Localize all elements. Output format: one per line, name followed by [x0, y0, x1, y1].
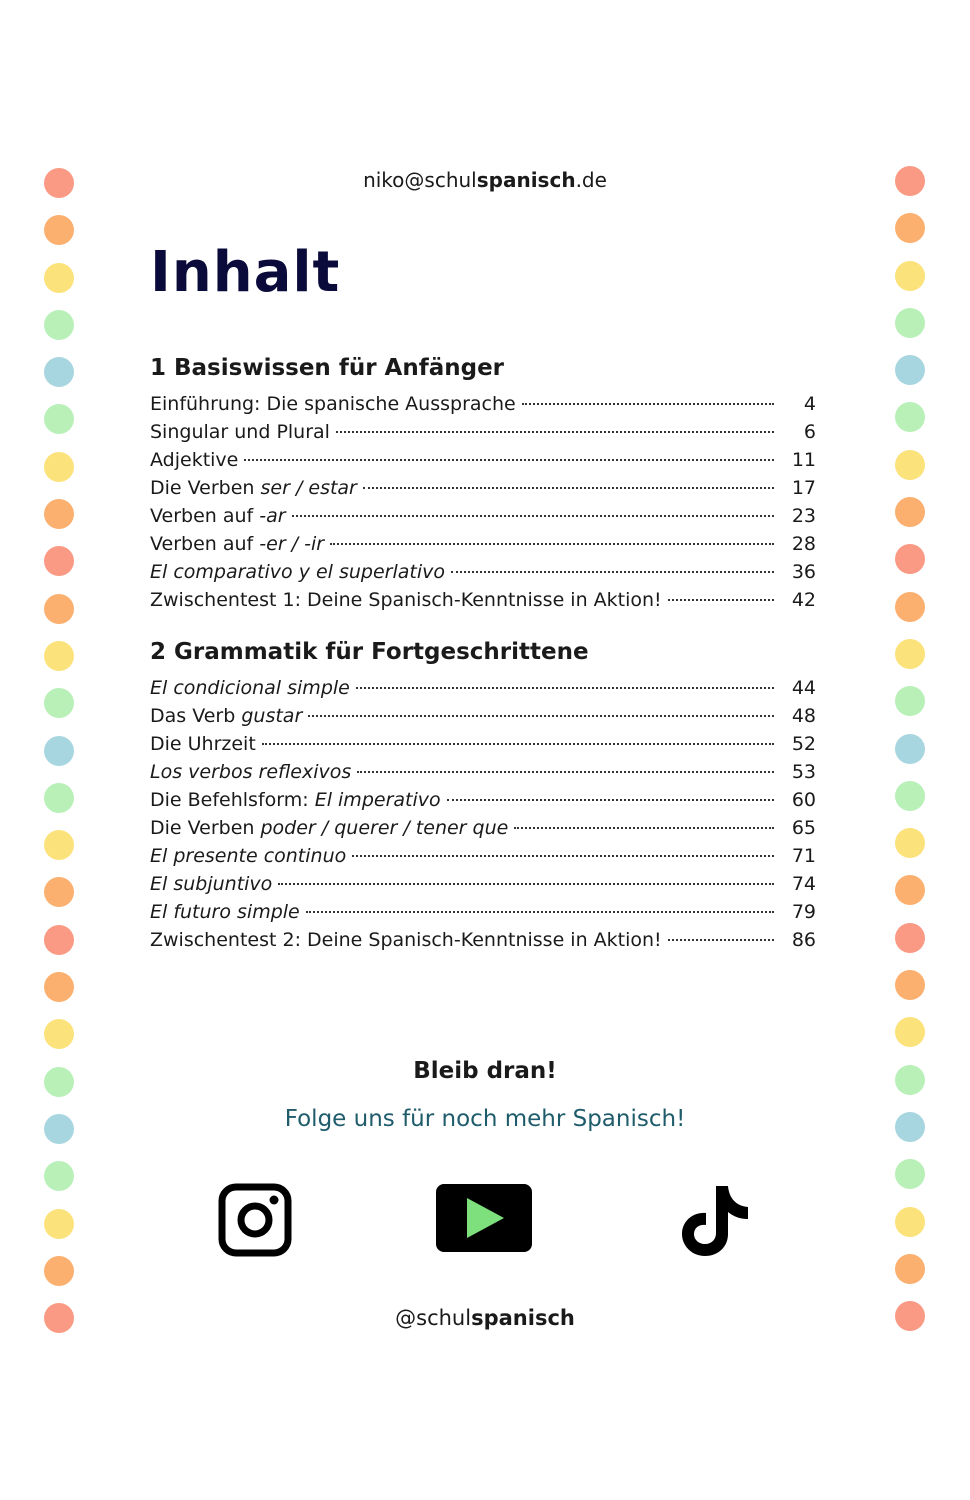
- toc-page-number: 36: [791, 561, 816, 583]
- decorative-dot: [895, 450, 925, 480]
- toc-entry-title: Die Befehlsform: El imperativo: [150, 789, 441, 811]
- toc-page-number: 71: [791, 845, 816, 867]
- dot-leader: [292, 514, 774, 517]
- social-handle[interactable]: @schulspanisch: [395, 1306, 575, 1330]
- toc-entry[interactable]: [150, 558, 816, 586]
- decorative-dot: [44, 1019, 74, 1049]
- decorative-dot: [44, 641, 74, 671]
- decorative-dot: [44, 736, 74, 766]
- instagram-icon[interactable]: [218, 1183, 292, 1261]
- decorative-dot: [895, 1159, 925, 1189]
- dot-leader: [514, 826, 774, 829]
- dot-leader: [522, 402, 774, 405]
- follow-us-text: Folge uns für noch mehr Spanisch!: [284, 1106, 686, 1132]
- dot-leader: [308, 714, 774, 717]
- toc-entry-title: Verben auf -er / -ir: [150, 533, 325, 555]
- toc-entry-title: Zwischentest 2: Deine Spanisch-Kenntnisse in Aktion!: [150, 929, 662, 951]
- toc-page-number: 86: [791, 929, 816, 951]
- decorative-dot: [895, 213, 925, 243]
- section-heading: 1 Basiswissen für Anfänger: [150, 355, 505, 381]
- decorative-dot: [895, 261, 925, 291]
- toc-entry-title: Verben auf -ar: [150, 505, 286, 527]
- toc-page-number: 74: [791, 873, 816, 895]
- decorative-dot: [44, 1161, 74, 1191]
- section-heading: 2 Grammatik für Fortgeschrittene: [150, 639, 589, 665]
- dot-leader: [330, 542, 774, 545]
- toc-entry[interactable]: [150, 474, 816, 502]
- decorative-dot: [44, 1256, 74, 1286]
- toc-entry[interactable]: [150, 870, 816, 898]
- toc-entry-title: El comparativo y el superlativo: [150, 561, 446, 583]
- decorative-dot: [895, 355, 925, 385]
- toc-entry-title: Die Verben ser / estar: [150, 477, 357, 499]
- decorative-dot: [895, 1254, 925, 1284]
- decorative-dot: [895, 828, 925, 858]
- toc-entry[interactable]: [150, 674, 816, 702]
- dot-leader: [278, 882, 774, 885]
- dot-leader: [336, 430, 774, 433]
- dot-leader: [668, 598, 774, 601]
- dot-leader: [352, 854, 774, 857]
- toc-entry[interactable]: [150, 842, 816, 870]
- toc-entry-title: El presente continuo: [150, 845, 347, 867]
- decorative-dot: [895, 308, 925, 338]
- decorative-dot: [44, 925, 74, 955]
- decorative-dot: [44, 830, 74, 860]
- toc-entry[interactable]: [150, 586, 816, 614]
- decorative-dot: [44, 1209, 74, 1239]
- decorative-dot: [895, 686, 925, 716]
- toc-page-number: 11: [791, 449, 816, 471]
- decorative-dot: [44, 594, 74, 624]
- decorative-dot: [44, 263, 74, 293]
- decorative-dot: [895, 734, 925, 764]
- tiktok-icon[interactable]: [678, 1182, 752, 1262]
- decorative-dot: [895, 592, 925, 622]
- youtube-icon[interactable]: [434, 1182, 534, 1258]
- decorative-dot: [44, 972, 74, 1002]
- toc-entry[interactable]: [150, 786, 816, 814]
- toc-entry[interactable]: [150, 702, 816, 730]
- decorative-dot: [44, 215, 74, 245]
- toc-entry-title: Das Verb gustar: [150, 705, 303, 727]
- toc-entry-title: Die Uhrzeit: [150, 733, 256, 755]
- toc-page-number: 17: [791, 477, 816, 499]
- toc-page-number: 28: [791, 533, 816, 555]
- toc-page-number: 48: [791, 705, 816, 727]
- decorative-dot: [895, 970, 925, 1000]
- decorative-dot: [895, 1207, 925, 1237]
- decorative-dot: [44, 499, 74, 529]
- decorative-dot: [895, 875, 925, 905]
- decorative-dot: [44, 877, 74, 907]
- toc-entry[interactable]: [150, 814, 816, 842]
- right-dot-border: [895, 166, 927, 1348]
- decorative-dot: [895, 923, 925, 953]
- dot-leader: [668, 938, 774, 941]
- toc-entry[interactable]: [150, 446, 816, 474]
- toc-page-number: 52: [791, 733, 816, 755]
- dot-leader: [357, 770, 774, 773]
- toc-entry[interactable]: [150, 730, 816, 758]
- decorative-dot: [44, 452, 74, 482]
- toc-page-number: 60: [791, 789, 816, 811]
- toc-entry[interactable]: [150, 418, 816, 446]
- toc-entry-title: El condicional simple: [150, 677, 350, 699]
- decorative-dot: [895, 544, 925, 574]
- toc-entry-title: Singular und Plural: [150, 421, 330, 443]
- decorative-dot: [44, 357, 74, 387]
- toc-entry-title: Adjektive: [150, 449, 239, 471]
- toc-page-number: 23: [791, 505, 816, 527]
- left-dot-border: [44, 168, 76, 1350]
- toc-entry-title: Die Verben poder / querer / tener que: [150, 817, 509, 839]
- decorative-dot: [895, 402, 925, 432]
- toc-entry-title: Einführung: Die spanische Aussprache: [150, 393, 516, 415]
- toc-page-number: 6: [803, 421, 816, 443]
- decorative-dot: [44, 783, 74, 813]
- toc-entry[interactable]: [150, 502, 816, 530]
- toc-entry-title: Zwischentest 1: Deine Spanisch-Kenntnisse in Aktion!: [150, 589, 662, 611]
- toc-entry[interactable]: [150, 926, 816, 954]
- toc-page-number: 79: [791, 901, 816, 923]
- toc-entry[interactable]: [150, 530, 816, 558]
- decorative-dot: [44, 404, 74, 434]
- toc-page-number: 65: [791, 817, 816, 839]
- toc-page-number: 42: [791, 589, 816, 611]
- dot-leader: [306, 910, 774, 913]
- page-title: Inhalt: [150, 240, 341, 305]
- toc-page-number: 44: [791, 677, 816, 699]
- toc-entry-title: El futuro simple: [150, 901, 300, 923]
- contact-email[interactable]: niko@schulspanisch.de: [363, 168, 607, 192]
- decorative-dot: [44, 546, 74, 576]
- dot-leader: [262, 742, 774, 745]
- decorative-dot: [895, 639, 925, 669]
- dot-leader: [447, 798, 774, 801]
- toc-section-1: [150, 352, 816, 614]
- toc-entry[interactable]: [150, 898, 816, 926]
- decorative-dot: [895, 497, 925, 527]
- toc-entry[interactable]: [150, 390, 816, 418]
- toc-page-number: 53: [791, 761, 816, 783]
- toc-entry-title: El subjuntivo: [150, 873, 273, 895]
- dot-leader: [363, 486, 774, 489]
- dot-leader: [451, 570, 774, 573]
- decorative-dot: [44, 688, 74, 718]
- toc-entry[interactable]: [150, 758, 816, 786]
- decorative-dot: [895, 781, 925, 811]
- decorative-dot: [44, 310, 74, 340]
- dot-leader: [244, 458, 774, 461]
- dot-leader: [356, 686, 774, 689]
- toc-entry-title: Los verbos reflexivos: [150, 761, 352, 783]
- toc-section-2: [150, 636, 816, 954]
- bleib-dran-heading: Bleib dran!: [413, 1058, 557, 1084]
- decorative-dot: [895, 1017, 925, 1047]
- toc-page-number: 4: [803, 393, 816, 415]
